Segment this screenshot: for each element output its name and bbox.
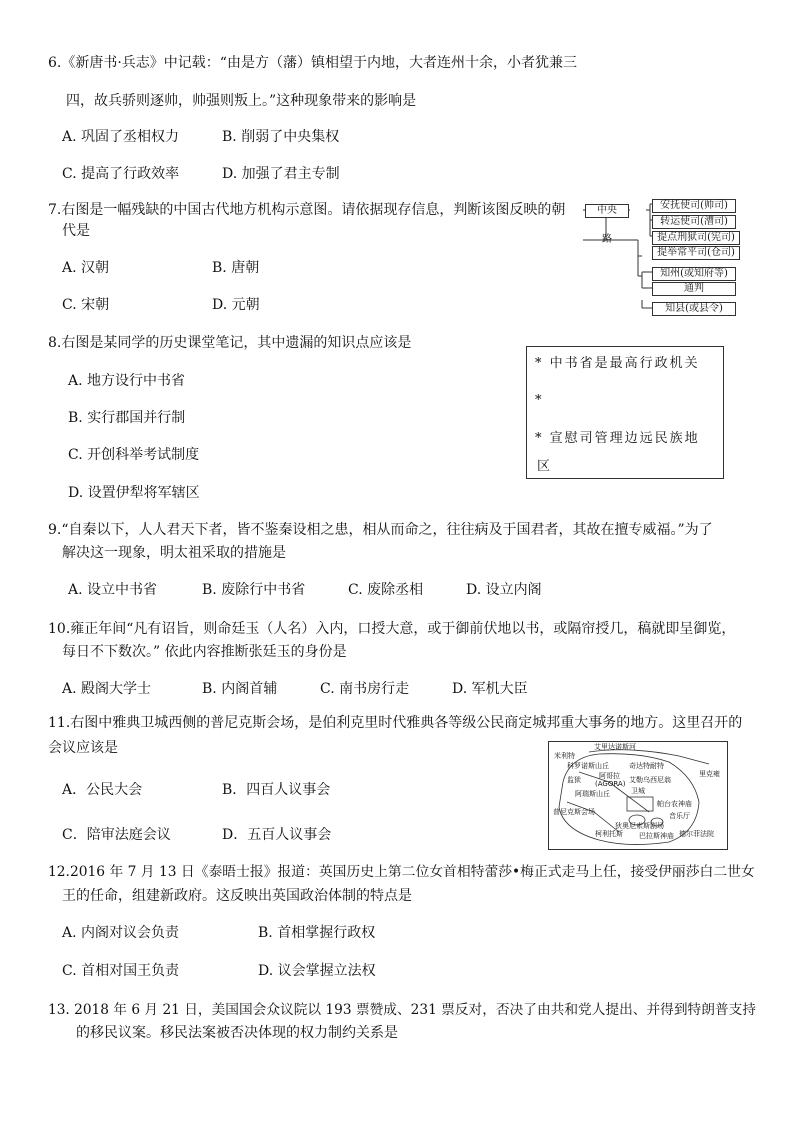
map-label-parthenon: 帕台农神庙 (657, 800, 692, 808)
note-item-3a: * 宣慰司管理边远民族地 (535, 431, 700, 446)
q9-option-a: A. 设立中书省 (68, 582, 158, 598)
map-label-kolonos: 科罗诺斯山丘 (567, 762, 609, 770)
org-zhixian: 知县(或县令) (652, 302, 736, 316)
q8-option-d: D. 设置伊犁将军辖区 (68, 485, 200, 501)
org-zhizhou: 知州(或知府等) (652, 267, 736, 281)
map-label-areopagus: 阿瑞斯山丘 (575, 790, 610, 798)
map-label-theatre: 狄奥尼索斯剧场 (615, 822, 664, 830)
q7-option-b: B. 唐朝 (212, 260, 260, 276)
map-label-agora-en: (AGORA) (595, 780, 626, 788)
q11-athens-map (548, 741, 728, 850)
q10-stem-line2: 每日不下数次。” 依此内容推断张廷玉的身份是 (62, 644, 347, 660)
q11-stem-line1: 11.右图中雅典卫城西侧的普尼克斯会场，是伯利克里时代雅典各等级公民商定城邦重大事务的地方。这里召开的 (48, 715, 743, 731)
map-label-eleusinion: 艾勒乌西尼翁 (629, 776, 671, 784)
q8-notes-box (526, 346, 724, 479)
q8-option-a: A. 地方设行中书省 (68, 373, 186, 389)
map-label-delphinion: 德尔菲法院 (679, 830, 714, 838)
map-label-prison: 监狱 (567, 776, 581, 784)
q6-option-d: D. 加强了君主专制 (222, 166, 340, 182)
q12-stem-line2: 王的任命，组建新政府。这反映出英国政治体制的特点是 (62, 888, 412, 904)
q12-stem-line1: 12.2016 年 7 月 13 日《泰晤士报》报道：英国历史上第二位女首相特蕾莎•梅正式走马上任，接受伊丽莎白二世女 (48, 864, 755, 880)
q6-option-c: C. 提高了行政效率 (62, 166, 180, 182)
q10-option-a: A. 殿阁大学士 (62, 681, 152, 697)
q9-stem-line2: 解决这一现象，明太祖采取的措施是 (62, 545, 286, 561)
q9-option-b: B. 废除行中书省 (202, 582, 306, 598)
q10-option-c: C. 南书房行走 (320, 681, 410, 697)
q7-org-diagram (580, 196, 740, 318)
map-label-pnyx: 普尼克斯会场 (553, 808, 595, 816)
q8-option-c: C. 开创科举考试制度 (68, 447, 200, 463)
org-tidian: 提点刑狱司(宪司) (652, 231, 740, 245)
q11-option-d: D．五百人议事会 (222, 827, 332, 843)
q7-option-c: C. 宋朝 (62, 297, 110, 313)
map-label-lyceum: 里克雍 (699, 770, 720, 778)
q9-stem-line1: 9.“自秦以下，人人君天下者，皆不鉴秦设相之患，相从而命之，往往病及于国君者，其故在擅专威福。”为了 (48, 522, 713, 538)
q13-stem-line1: 13. 2018 年 6 月 21 日，美国国会众议院以 193 票赞成、231 票反对，否决了由共和党人提出、并得到特朗普支持 (48, 1002, 756, 1018)
q12-option-c: C. 首相对国王负责 (62, 963, 180, 979)
org-anfu: 安抚使司(帅司) (652, 199, 736, 213)
q9-option-c: C. 废除丞相 (348, 582, 424, 598)
org-road: 路 (602, 234, 612, 245)
map-label-odeon: 音乐厅 (669, 812, 690, 820)
map-label-kolytos: 柯利托斯 (595, 830, 623, 838)
q7-stem-line1: 7.右图是一幅残缺的中国古代地方机构示意图。请依据现存信息，判断该图反映的朝 (48, 202, 566, 218)
org-central: 中央 (585, 204, 629, 218)
q12-option-b: B. 首相掌握行政权 (258, 925, 376, 941)
q10-stem-line1: 10.雍正年间“凡有诏旨，则命廷玉（人名）入内，口授大意，或于御前伏地以书，或隔帘授几，稿就即呈御览， (48, 621, 736, 637)
note-item-2: * (535, 393, 544, 408)
org-tiju: 提举常平司(仓司) (652, 246, 740, 260)
q10-option-d: D. 军机大臣 (452, 681, 528, 697)
q10-option-b: B. 内阁首辅 (202, 681, 278, 697)
q6-option-a: A. 巩固了丞相权力 (62, 129, 180, 145)
q7-stem-line2: 代是 (62, 223, 90, 239)
note-item-3b: 区 (537, 459, 553, 474)
map-label-pallas: 巴拉斯神庙 (639, 832, 674, 840)
q11-option-b: B．四百人议事会 (222, 782, 331, 798)
map-label-acropolis: 卫城 (631, 787, 645, 795)
q6-stem-line1: 6.《新唐书·兵志》中记载：“由是方（藩）镇相望于内地，大者连州十余，小者犹兼三 (48, 55, 577, 71)
q12-option-d: D. 议会掌握立法权 (258, 963, 376, 979)
q9-option-d: D. 设立内阁 (466, 582, 542, 598)
q7-option-d: D. 元朝 (212, 297, 260, 313)
map-label-milite: 米利特 (554, 752, 575, 760)
map-label-agora: 阿哥拉 (599, 772, 620, 780)
q7-option-a: A. 汉朝 (62, 260, 110, 276)
q6-stem-line2: 四，故兵骄则逐帅，帅强则叛上。”这种现象带来的影响是 (66, 93, 417, 109)
map-label-river: 艾里达诺斯河 (594, 743, 636, 751)
q6-option-b: B. 削弱了中央集权 (222, 129, 340, 145)
q8-option-b: B. 实行郡国并行制 (68, 410, 186, 426)
note-item-1: * 中书省是最高行政机关 (535, 356, 700, 371)
q8-stem-line1: 8.右图是某同学的历史课堂笔记，其中遗漏的知识点应该是 (48, 335, 412, 351)
org-zhuanyun: 转运使司(漕司) (652, 215, 736, 229)
org-tongpan: 通判 (652, 282, 736, 296)
q11-option-c: C．陪审法庭会议 (62, 827, 171, 843)
q11-option-a: A．公民大会 (62, 782, 143, 798)
map-label-qidate: 奇达特耐特 (629, 762, 664, 770)
q11-stem-line2: 会议应该是 (48, 740, 118, 756)
q13-stem-line2: 的移民议案。移民法案被否决体现的权力制约关系是 (76, 1025, 398, 1041)
q12-option-a: A. 内阁对议会负责 (62, 925, 180, 941)
